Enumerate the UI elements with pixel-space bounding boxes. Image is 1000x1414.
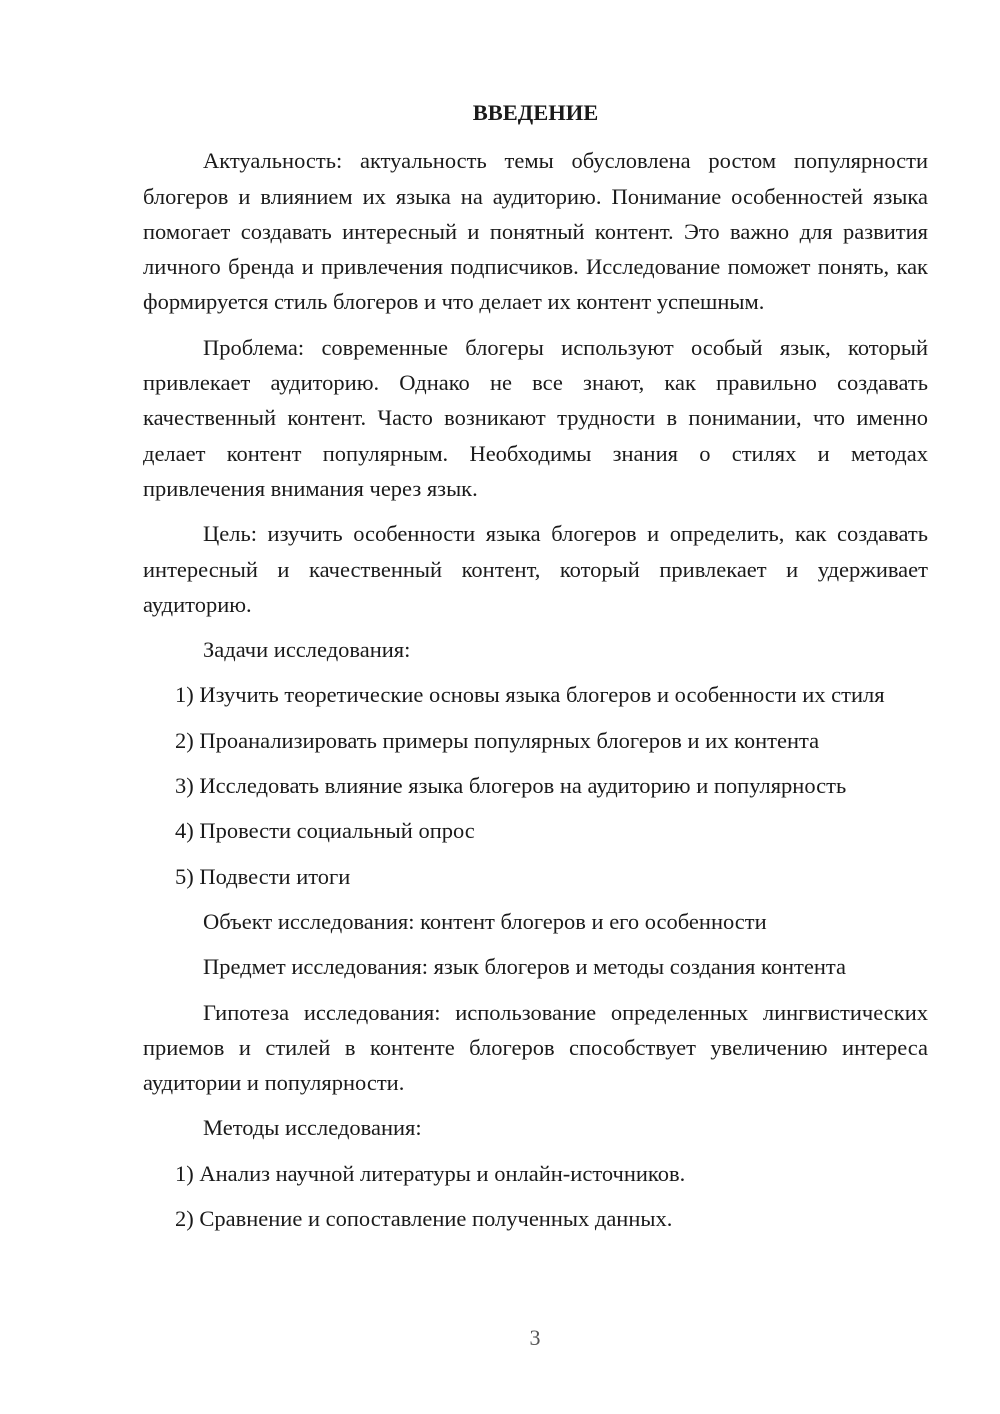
subject-paragraph: Предмет исследования: язык блогеров и методы создания контента: [203, 954, 846, 980]
task-item-1: 1) Изучить теоретические основы языка блогеров и особенности их стиля: [175, 682, 885, 708]
goal-paragraph: Цель: изучить особенности языка блогеров и определить, как создавать интересный и качественный контент, который привлекает и удерживает аудиторию.: [143, 521, 928, 617]
relevance-paragraph: Актуальность: актуальность темы обусловлена ростом популярности блогеров и влиянием их языка на аудиторию. Понимание особенностей языка помогает создавать интересный и понятный контент. Это важно для развития личного бренда и привлечения подписчиков. Исследование поможет понять, как формируется стиль блогеров и что делает их контент успешным.: [143, 148, 928, 315]
object-paragraph: Объект исследования: контент блогеров и его особенности: [203, 908, 767, 934]
problem-paragraph: Проблема: современные блогеры используют особый язык, который привлекает аудиторию. Однако не все знают, как правильно создавать качественный контент. Часто возникают трудности в понимании, что именно делает контент популярным. Необходимы знания о стилях и методах привлечения внимания через язык.: [143, 334, 928, 501]
section-title: ВВЕДЕНИЕ: [472, 100, 599, 125]
method-item-1: 1) Анализ научной литературы и онлайн-источников.: [175, 1160, 686, 1186]
hypothesis-paragraph: Гипотеза исследования: использование определенных лингвистических приемов и стилей в контенте блогеров способствует увеличению интереса аудитории и популярности.: [143, 999, 928, 1096]
task-item-5: 5) Подвести итоги: [175, 863, 351, 889]
page-number: 3: [529, 1325, 541, 1350]
task-item-4: 4) Провести социальный опрос: [175, 818, 475, 844]
task-item-3: 3) Исследовать влияние языка блогеров на аудиторию и популярность: [175, 773, 847, 799]
document-page: [143, 95, 928, 1246]
method-item-2: 2) Сравнение и сопоставление полученных данных.: [175, 1206, 673, 1232]
task-item-2: 2) Проанализировать примеры популярных блогеров и их контента: [175, 727, 820, 753]
tasks-heading: Задачи исследования:: [203, 637, 411, 663]
methods-heading: Методы исследования:: [203, 1115, 422, 1141]
